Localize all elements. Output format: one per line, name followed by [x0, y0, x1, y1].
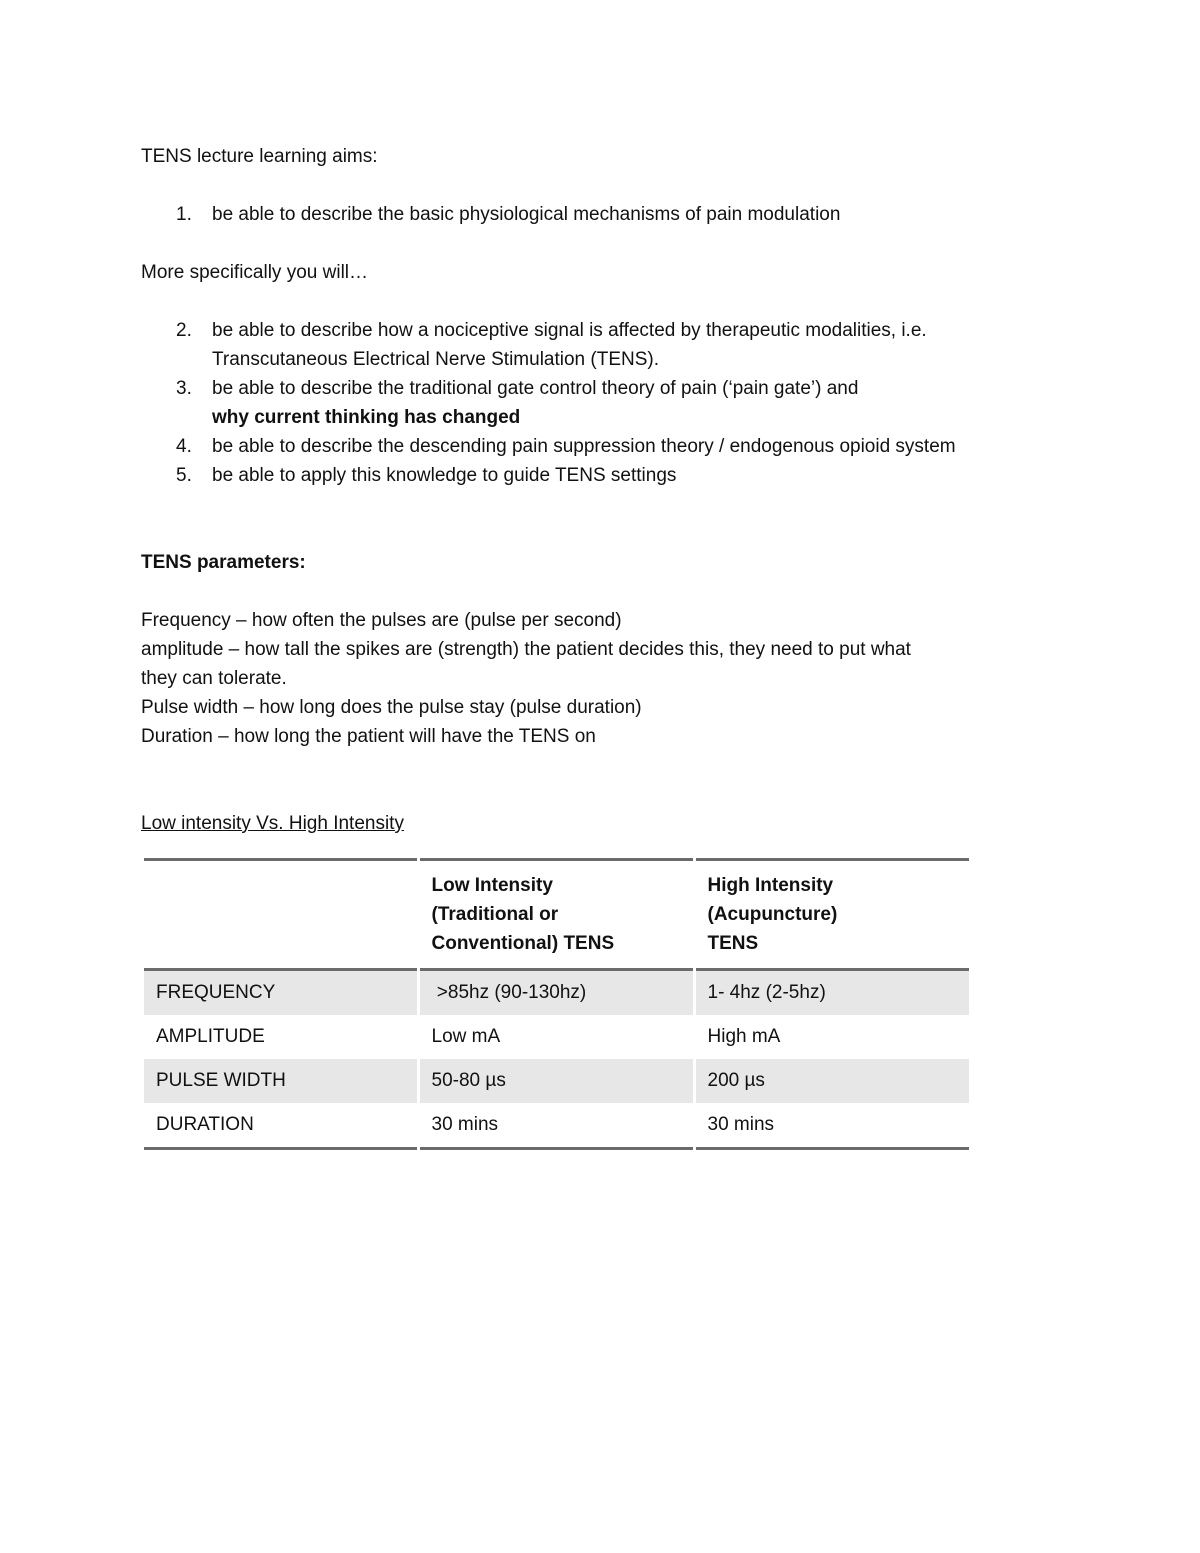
high-intensity-value: 200 µs — [694, 1059, 969, 1103]
aims-list-primary — [141, 200, 1071, 229]
header-cell-empty — [144, 860, 418, 970]
header-line: Low Intensity — [431, 875, 553, 896]
row-label: PULSE WIDTH — [144, 1059, 418, 1103]
row-label: FREQUENCY — [144, 970, 418, 1016]
table-row — [144, 1103, 969, 1149]
list-item — [141, 461, 1071, 490]
parameter-line-duration: Duration – how long the patient will have the TENS on — [141, 726, 596, 747]
list-item — [141, 432, 1071, 461]
row-label: AMPLITUDE — [156, 1026, 265, 1047]
header-line: Conventional) TENS — [431, 933, 615, 954]
low-intensity-value: 50-80 µs — [418, 1059, 694, 1103]
list-item — [141, 316, 1071, 374]
table-header-row — [144, 860, 969, 970]
list-item-number: 4. — [176, 436, 192, 457]
header-cell-high-intensity — [694, 860, 969, 970]
high-intensity-value: High mA — [694, 1015, 969, 1059]
row-label: DURATION — [156, 1114, 254, 1135]
list-item-number: 3. — [176, 378, 192, 399]
parameter-line-amplitude-continued: they can tolerate. — [141, 668, 287, 689]
list-item-text-continued: Transcutaneous Electrical Nerve Stimulation (TENS). — [212, 349, 660, 370]
table-row — [144, 970, 969, 1016]
header-line: TENS — [707, 933, 759, 954]
list-item-text: be able to describe the descending pain suppression theory / endogenous opioid system — [212, 436, 956, 457]
low-intensity-value: Low mA — [418, 1015, 694, 1059]
low-intensity-value: 30 mins — [418, 1103, 694, 1149]
header-line: (Traditional or — [431, 904, 559, 925]
tens-parameters-heading: TENS parameters: — [141, 552, 306, 573]
table-row — [144, 1015, 969, 1059]
comparison-heading: Low intensity Vs. High Intensity — [141, 813, 404, 834]
learning-aims-heading: TENS lecture learning aims: — [141, 146, 378, 167]
parameter-line-pulse-width: Pulse width – how long does the pulse stay (pulse duration) — [141, 697, 642, 718]
list-item-text: be able to describe the basic physiological mechanisms of pain modulation — [212, 204, 841, 225]
list-item-number: 5. — [176, 465, 192, 486]
list-item-text: be able to apply this knowledge to guide TENS settings — [212, 465, 677, 486]
tens-comparison-table — [144, 858, 969, 1150]
list-item-text: be able to describe how a nociceptive signal is affected by therapeutic modalities, i.e. — [212, 320, 927, 341]
aims-list-secondary — [141, 316, 1071, 490]
header-line: (Acupuncture) — [707, 904, 838, 925]
list-item — [141, 200, 1071, 229]
high-intensity-value: 1- 4hz (2-5hz) — [694, 970, 969, 1016]
header-line: High Intensity — [707, 875, 834, 896]
table-row — [144, 1059, 969, 1103]
parameter-line-amplitude: amplitude – how tall the spikes are (strength) the patient decides this, they need to put what — [141, 639, 911, 660]
list-item — [141, 374, 1071, 432]
more-specifically-text: More specifically you will… — [141, 262, 369, 283]
list-item-text: be able to describe the traditional gate control theory of pain (‘pain gate’) and — [212, 378, 859, 399]
parameter-line-frequency: Frequency – how often the pulses are (pulse per second) — [141, 610, 622, 631]
low-intensity-value: >85hz (90-130hz) — [418, 970, 694, 1016]
list-item-number: 2. — [176, 320, 192, 341]
document-body — [141, 142, 1071, 838]
header-cell-low-intensity — [418, 860, 694, 970]
list-item-number: 1. — [176, 204, 192, 225]
high-intensity-value: 30 mins — [694, 1103, 969, 1149]
list-item-text-bold: why current thinking has changed — [212, 407, 521, 428]
